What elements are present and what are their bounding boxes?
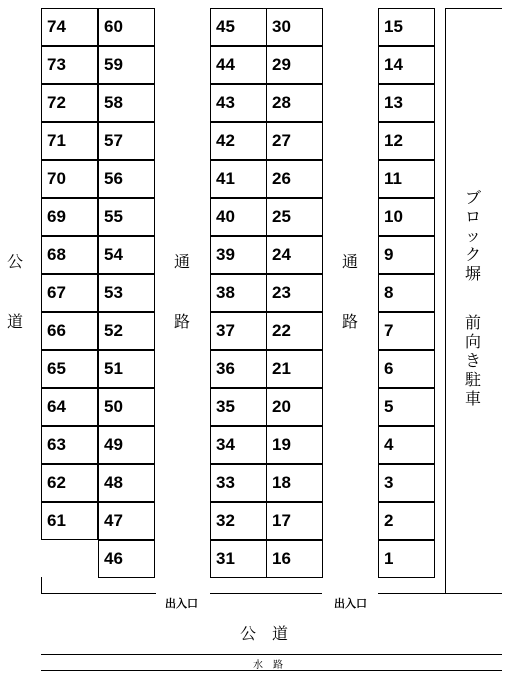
parking-space-14 xyxy=(378,46,435,84)
space-number: 49 xyxy=(104,435,123,454)
space-number: 36 xyxy=(216,359,235,378)
parking-space-13 xyxy=(378,84,435,122)
space-number: 11 xyxy=(384,169,402,188)
space-number: 43 xyxy=(216,93,235,112)
parking-space-27 xyxy=(266,122,323,160)
parking-space-44 xyxy=(210,46,267,84)
parking-space-40 xyxy=(210,198,267,236)
parking-space-7 xyxy=(378,312,435,350)
parking-space-18 xyxy=(266,464,323,502)
waterway-label: 水 路 xyxy=(253,660,283,671)
parking-space-50 xyxy=(98,388,155,426)
parking-space-56 xyxy=(98,160,155,198)
space-number: 3 xyxy=(384,473,394,492)
parking-space-54 xyxy=(98,236,155,274)
space-number: 48 xyxy=(104,473,123,492)
space-number: 53 xyxy=(104,283,123,302)
parking-space-62 xyxy=(41,464,98,502)
space-number: 14 xyxy=(384,55,403,74)
space-number: 52 xyxy=(104,321,123,340)
space-number: 24 xyxy=(272,245,291,264)
parking-space-20 xyxy=(266,388,323,426)
bottom-boundary-segment-1 xyxy=(41,593,156,594)
parking-space-52 xyxy=(98,312,155,350)
space-number: 74 xyxy=(47,17,66,36)
space-number: 39 xyxy=(216,245,235,264)
parking-space-12 xyxy=(378,122,435,160)
space-number: 20 xyxy=(272,397,291,416)
space-number: 16 xyxy=(272,549,291,568)
parking-space-3 xyxy=(378,464,435,502)
parking-space-63 xyxy=(41,426,98,464)
space-number: 69 xyxy=(47,207,66,226)
parking-space-9 xyxy=(378,236,435,274)
parking-space-55 xyxy=(98,198,155,236)
parking-space-33 xyxy=(210,464,267,502)
space-number: 5 xyxy=(384,397,394,416)
parking-space-35 xyxy=(210,388,267,426)
space-number: 33 xyxy=(216,473,235,492)
space-number: 60 xyxy=(104,17,123,36)
space-number: 63 xyxy=(47,435,66,454)
parking-space-70 xyxy=(41,160,98,198)
block-wall xyxy=(445,8,502,594)
space-number: 41 xyxy=(216,169,235,188)
space-number: 13 xyxy=(384,93,403,112)
waterway-top-line xyxy=(41,654,502,655)
space-number: 21 xyxy=(272,359,291,378)
parking-space-51 xyxy=(98,350,155,388)
bottom-boundary-segment-2 xyxy=(210,593,322,594)
space-number: 40 xyxy=(216,207,235,226)
front-parking-note: 前 向 き 駐 車 xyxy=(464,313,481,408)
space-number: 68 xyxy=(47,245,66,264)
parking-space-67 xyxy=(41,274,98,312)
space-number: 46 xyxy=(104,549,123,568)
parking-space-11 xyxy=(378,160,435,198)
parking-space-5 xyxy=(378,388,435,426)
space-number: 7 xyxy=(384,321,394,340)
aisle-2-label: 通 路 xyxy=(341,252,358,331)
parking-space-48 xyxy=(98,464,155,502)
space-number: 51 xyxy=(104,359,123,378)
parking-space-15 xyxy=(378,8,435,46)
space-number: 45 xyxy=(216,17,235,36)
space-number: 42 xyxy=(216,131,235,150)
space-number: 55 xyxy=(104,207,123,226)
entrance-1-label: 出入口 xyxy=(165,597,198,610)
aisle-1-label: 通 路 xyxy=(173,252,190,331)
space-number: 61 xyxy=(47,511,66,530)
parking-space-72 xyxy=(41,84,98,122)
space-number: 73 xyxy=(47,55,66,74)
space-number: 30 xyxy=(272,17,291,36)
space-number: 47 xyxy=(104,511,123,530)
left-road-label: 公 道 xyxy=(6,252,23,331)
parking-space-58 xyxy=(98,84,155,122)
space-number: 12 xyxy=(384,131,403,150)
parking-space-37 xyxy=(210,312,267,350)
parking-space-46 xyxy=(98,540,155,578)
space-number: 35 xyxy=(216,397,235,416)
parking-space-17 xyxy=(266,502,323,540)
space-number: 9 xyxy=(384,245,394,264)
parking-space-2 xyxy=(378,502,435,540)
space-number: 29 xyxy=(272,55,291,74)
parking-space-45 xyxy=(210,8,267,46)
space-number: 28 xyxy=(272,93,291,112)
parking-space-68 xyxy=(41,236,98,274)
parking-space-29 xyxy=(266,46,323,84)
parking-space-57 xyxy=(98,122,155,160)
space-number: 10 xyxy=(384,207,403,226)
entrance-2-label: 出入口 xyxy=(334,597,367,610)
parking-space-38 xyxy=(210,274,267,312)
parking-space-61 xyxy=(41,502,98,540)
parking-space-26 xyxy=(266,160,323,198)
space-number: 72 xyxy=(47,93,66,112)
space-number: 50 xyxy=(104,397,123,416)
parking-space-10 xyxy=(378,198,435,236)
parking-space-32 xyxy=(210,502,267,540)
space-number: 57 xyxy=(104,131,123,150)
space-number: 37 xyxy=(216,321,235,340)
parking-space-22 xyxy=(266,312,323,350)
space-number: 1 xyxy=(384,549,394,568)
space-number: 31 xyxy=(216,549,235,568)
space-number: 18 xyxy=(272,473,291,492)
parking-space-39 xyxy=(210,236,267,274)
space-number: 54 xyxy=(104,245,123,264)
parking-space-25 xyxy=(266,198,323,236)
space-number: 19 xyxy=(272,435,291,454)
space-number: 25 xyxy=(272,207,291,226)
parking-space-59 xyxy=(98,46,155,84)
parking-space-49 xyxy=(98,426,155,464)
space-number: 58 xyxy=(104,93,123,112)
space-number: 6 xyxy=(384,359,394,378)
parking-space-19 xyxy=(266,426,323,464)
space-number: 66 xyxy=(47,321,66,340)
parking-space-73 xyxy=(41,46,98,84)
parking-space-71 xyxy=(41,122,98,160)
space-number: 15 xyxy=(384,17,403,36)
parking-space-60 xyxy=(98,8,155,46)
parking-space-66 xyxy=(41,312,98,350)
space-number: 71 xyxy=(47,131,66,150)
parking-space-24 xyxy=(266,236,323,274)
space-number: 2 xyxy=(384,511,394,530)
parking-space-28 xyxy=(266,84,323,122)
space-number: 65 xyxy=(47,359,66,378)
parking-space-53 xyxy=(98,274,155,312)
space-number: 64 xyxy=(47,397,66,416)
parking-space-31 xyxy=(210,540,267,578)
parking-space-16 xyxy=(266,540,323,578)
space-number: 34 xyxy=(216,435,235,454)
space-number: 22 xyxy=(272,321,291,340)
space-number: 56 xyxy=(104,169,123,188)
parking-space-4 xyxy=(378,426,435,464)
space-number: 32 xyxy=(216,511,235,530)
space-number: 8 xyxy=(384,283,394,302)
parking-space-8 xyxy=(378,274,435,312)
parking-space-64 xyxy=(41,388,98,426)
parking-space-74 xyxy=(41,8,98,46)
space-number: 4 xyxy=(384,435,394,454)
space-number: 27 xyxy=(272,131,291,150)
space-number: 62 xyxy=(47,473,66,492)
space-number: 59 xyxy=(104,55,123,74)
parking-space-1 xyxy=(378,540,435,578)
parking-space-47 xyxy=(98,502,155,540)
space-number: 38 xyxy=(216,283,235,302)
space-number: 70 xyxy=(47,169,66,188)
space-number: 44 xyxy=(216,55,235,74)
parking-space-6 xyxy=(378,350,435,388)
space-number: 17 xyxy=(272,511,291,530)
parking-space-42 xyxy=(210,122,267,160)
parking-space-43 xyxy=(210,84,267,122)
space-number: 67 xyxy=(47,283,66,302)
space-number: 23 xyxy=(272,283,291,302)
parking-space-30 xyxy=(266,8,323,46)
parking-space-41 xyxy=(210,160,267,198)
block-wall-label: ブ ロ ッ ク 塀 xyxy=(464,188,481,283)
parking-space-21 xyxy=(266,350,323,388)
left-boundary-line xyxy=(41,577,42,594)
parking-space-34 xyxy=(210,426,267,464)
parking-space-65 xyxy=(41,350,98,388)
parking-space-69 xyxy=(41,198,98,236)
public-road-label: 公 道 xyxy=(240,624,289,643)
parking-space-36 xyxy=(210,350,267,388)
parking-space-23 xyxy=(266,274,323,312)
space-number: 26 xyxy=(272,169,291,188)
